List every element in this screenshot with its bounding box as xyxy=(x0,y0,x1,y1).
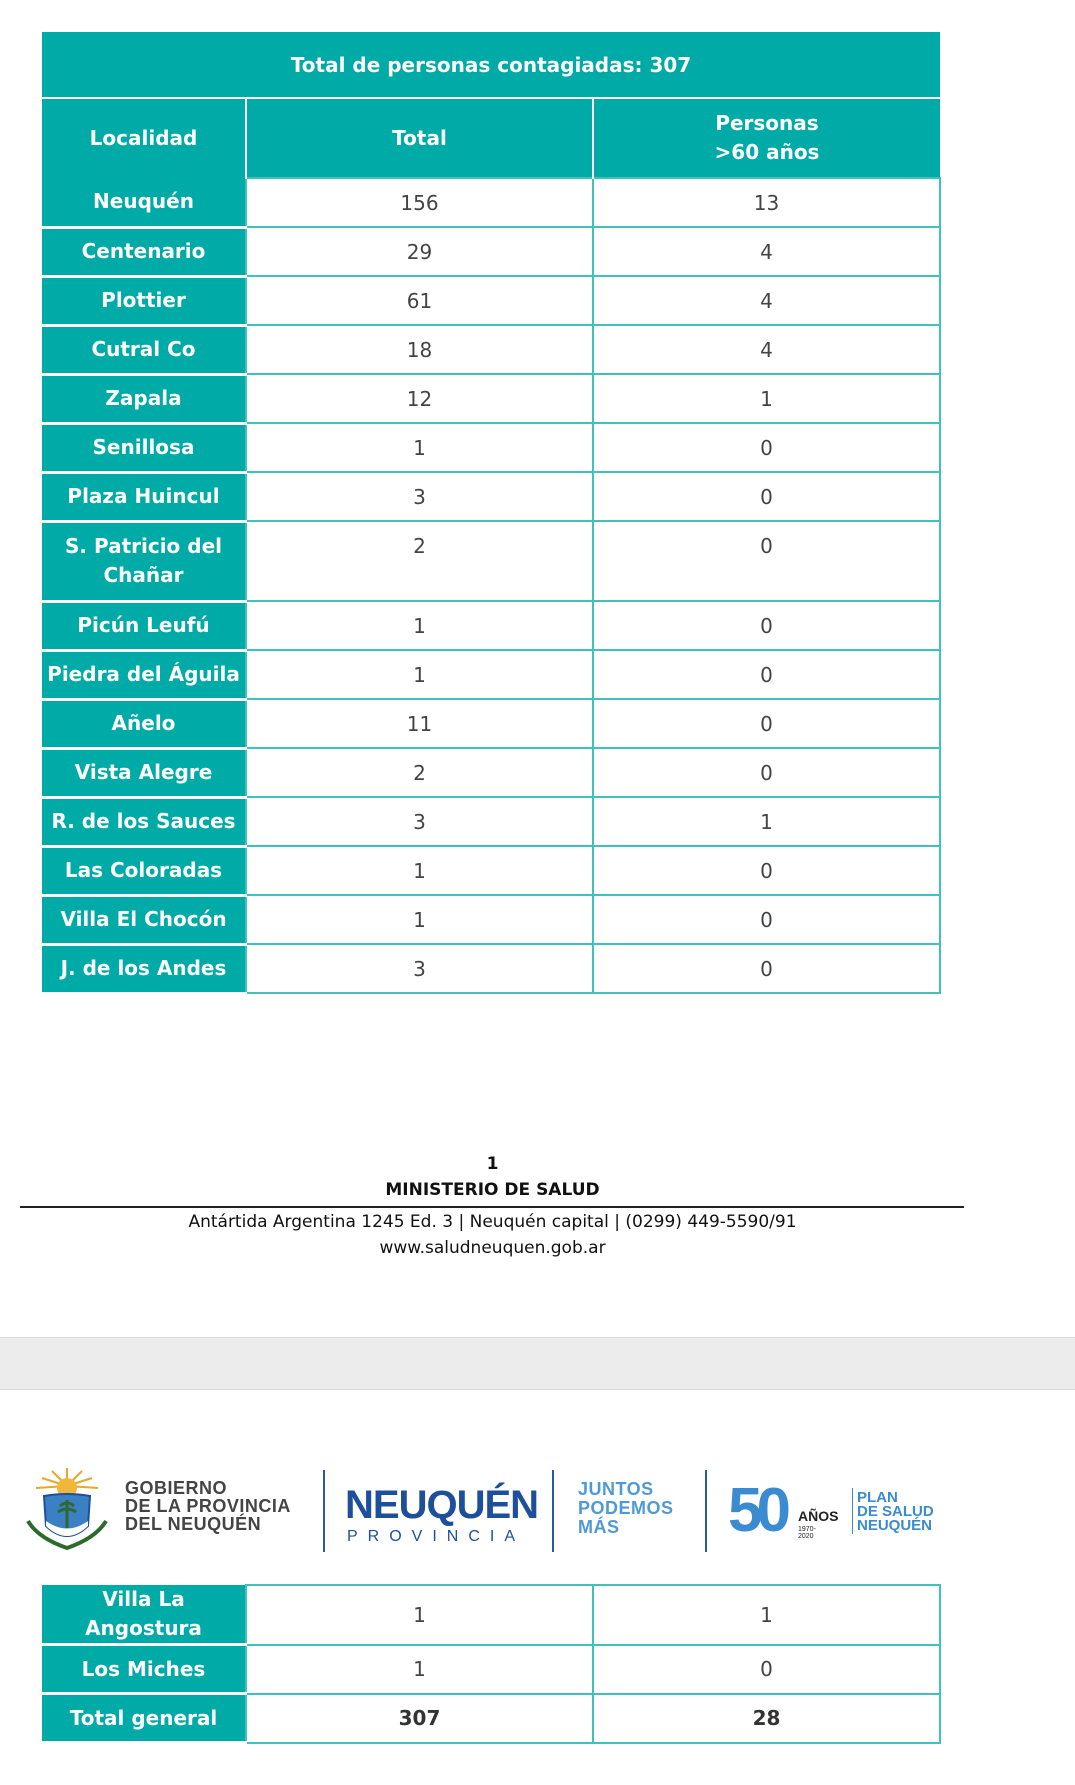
locality-cell: Picún Leufú xyxy=(42,601,246,650)
total-cell: 29 xyxy=(246,227,593,276)
locality-cell: Cutral Co xyxy=(42,325,246,374)
table-row xyxy=(42,699,940,748)
table-row xyxy=(42,797,940,846)
over60-cell: 0 xyxy=(593,1645,940,1694)
table-row xyxy=(42,895,940,944)
locality-cell: Villa El Chocón xyxy=(42,895,246,944)
locality-cell: Plaza Huincul xyxy=(42,472,246,521)
locality-cell: Los Miches xyxy=(42,1645,246,1694)
over60-cell: 0 xyxy=(593,601,940,650)
total-cell: 1 xyxy=(246,1645,593,1694)
total-cell: 3 xyxy=(246,944,593,993)
table-row xyxy=(42,601,940,650)
total-cell: 61 xyxy=(246,276,593,325)
locality-cell: Las Coloradas xyxy=(42,846,246,895)
ministry-title: MINISTERIO DE SALUD xyxy=(385,1180,600,1200)
plan-line2: DE SALUD xyxy=(857,1503,934,1520)
over60-cell: 0 xyxy=(593,650,940,699)
locality-cell: Villa La Angostura xyxy=(42,1585,246,1645)
government-name xyxy=(125,1479,291,1533)
total-cell: 156 xyxy=(246,178,593,227)
slogan-line1: JUNTOS xyxy=(578,1479,654,1499)
plan-salud-logo xyxy=(857,1491,934,1533)
plan-divider xyxy=(852,1488,853,1534)
locality-cell: Añelo xyxy=(42,699,246,748)
table-row xyxy=(42,846,940,895)
table-row xyxy=(42,650,940,699)
locality-cell: Neuquén xyxy=(42,178,246,227)
logo-divider xyxy=(323,1470,325,1552)
over60-cell: 4 xyxy=(593,276,940,325)
locality-cell: Centenario xyxy=(42,227,246,276)
table-row xyxy=(42,276,940,325)
table-row xyxy=(42,748,940,797)
fifty-number: 50 xyxy=(728,1476,785,1545)
province-coat-of-arms-icon xyxy=(22,1466,112,1556)
total-cell: 18 xyxy=(246,325,593,374)
plan-line1: PLAN xyxy=(857,1489,898,1506)
over60-cell: 0 xyxy=(593,423,940,472)
total-cell: 1 xyxy=(246,423,593,472)
locality-cell: R. de los Sauces xyxy=(42,797,246,846)
neuquen-logo-word: NEUQUÉN xyxy=(345,1483,539,1527)
over60-cell: 1 xyxy=(593,797,940,846)
table-row xyxy=(42,178,940,227)
total-cell: 12 xyxy=(246,374,593,423)
table-row xyxy=(42,1585,940,1645)
total-cell: 3 xyxy=(246,797,593,846)
juntos-slogan xyxy=(578,1480,674,1537)
locality-cell: S. Patricio del Chañar xyxy=(42,521,246,601)
gov-line1: GOBIERNO xyxy=(125,1478,228,1498)
logo-divider xyxy=(705,1470,707,1552)
total-cell: 1 xyxy=(246,846,593,895)
header-over60-line2: >60 años xyxy=(714,140,820,164)
table-row xyxy=(42,227,940,276)
over60-cell: 1 xyxy=(593,1585,940,1645)
header-logos xyxy=(0,1390,1075,1580)
fifty-anos: AÑOS xyxy=(798,1508,839,1524)
total-cell: 3 xyxy=(246,472,593,521)
total-cell: 1 xyxy=(246,1585,593,1645)
locality-cell: Senillosa xyxy=(42,423,246,472)
table-body xyxy=(42,178,940,993)
cases-table xyxy=(42,32,941,995)
locality-cell: Plottier xyxy=(42,276,246,325)
over60-cell: 0 xyxy=(593,846,940,895)
over60-cell: 4 xyxy=(593,325,940,374)
ministry-website[interactable]: www.saludneuquen.gob.ar xyxy=(379,1238,606,1258)
slogan-line2: PODEMOS xyxy=(578,1498,674,1518)
table-row xyxy=(42,374,940,423)
total-cell: 2 xyxy=(246,748,593,797)
document-page-2 xyxy=(0,1390,1075,1785)
table-body-continued xyxy=(42,1585,940,1743)
table-row xyxy=(42,472,940,521)
page-number: 1 xyxy=(486,1154,499,1174)
plan-line3: NEUQUÉN xyxy=(857,1517,933,1534)
header-localidad: Localidad xyxy=(42,98,246,178)
table-row xyxy=(42,521,940,601)
over60-cell: 13 xyxy=(593,178,940,227)
total-cell: 1 xyxy=(246,895,593,944)
over60-cell: 0 xyxy=(593,944,940,993)
slogan-line3: MÁS xyxy=(578,1517,620,1537)
over60-cell: 1 xyxy=(593,374,940,423)
header-over60 xyxy=(593,98,940,178)
total-cell: 1 xyxy=(246,601,593,650)
over60-cell: 0 xyxy=(593,748,940,797)
table-row xyxy=(42,1645,940,1694)
gov-line2: DE LA PROVINCIA xyxy=(125,1496,291,1516)
gov-line3: DEL NEUQUÉN xyxy=(125,1514,262,1534)
table-row xyxy=(42,944,940,993)
header-over60-line1: Personas xyxy=(715,111,819,135)
total-cell: 307 xyxy=(246,1694,593,1743)
locality-cell: J. de los Andes xyxy=(42,944,246,993)
footer-divider xyxy=(20,1206,964,1208)
over60-cell: 0 xyxy=(593,699,940,748)
over60-cell: 0 xyxy=(593,521,940,601)
ministry-address: Antártida Argentina 1245 Ed. 3 | Neuquén capital | (0299) 449-5590/91 xyxy=(188,1212,797,1232)
table-title: Total de personas contagiadas: 307 xyxy=(42,32,940,98)
total-cell: 2 xyxy=(246,521,593,601)
logo-divider xyxy=(552,1470,554,1552)
locality-cell: Piedra del Águila xyxy=(42,650,246,699)
over60-cell: 4 xyxy=(593,227,940,276)
fifty-years-range: 1970-2020 xyxy=(798,1526,816,1540)
total-row xyxy=(42,1694,940,1743)
locality-cell: Vista Alegre xyxy=(42,748,246,797)
provincia-word: PROVINCIA xyxy=(347,1528,526,1545)
locality-cell: Zapala xyxy=(42,374,246,423)
total-cell: 11 xyxy=(246,699,593,748)
over60-cell: 0 xyxy=(593,472,940,521)
total-cell: 1 xyxy=(246,650,593,699)
header-total: Total xyxy=(246,98,593,178)
table-row xyxy=(42,423,940,472)
locality-cell: Total general xyxy=(42,1694,246,1743)
over60-cell: 0 xyxy=(593,895,940,944)
over60-cell: 28 xyxy=(593,1694,940,1743)
page-separator xyxy=(0,1337,1075,1390)
cases-table-continued xyxy=(42,1584,941,1744)
table-row xyxy=(42,325,940,374)
